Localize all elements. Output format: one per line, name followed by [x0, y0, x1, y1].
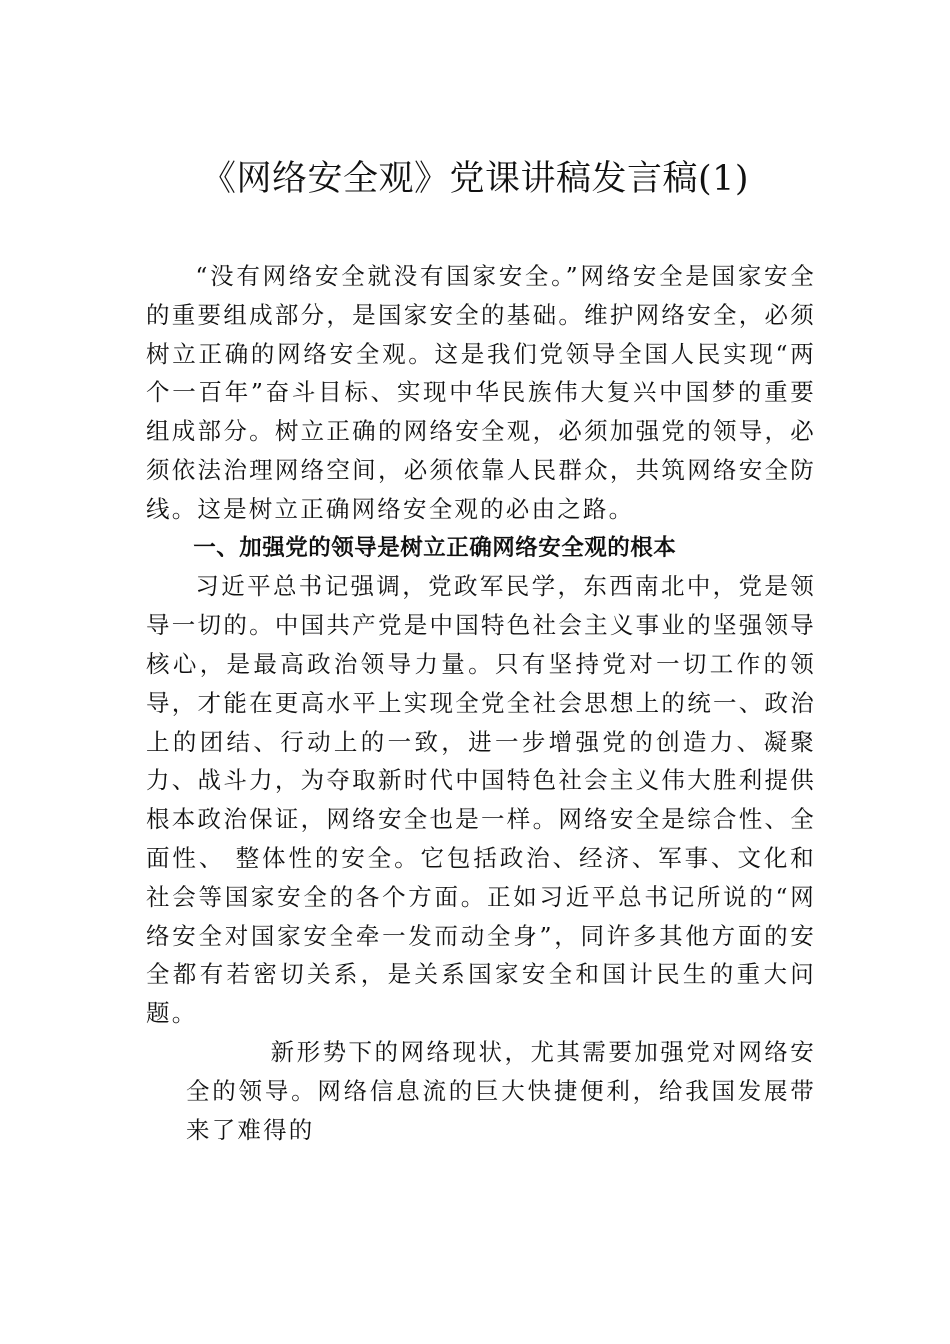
section-1-paragraph: 习近平总书记强调，党政军民学，东西南北中，党是领导一切的。中国共产党是中国特色社会主义事业的坚强领导核心，是最高政治领导力量。只有坚持党对一切工作的领导，才能在更高水平上实现全党全社会思想上的统一、政治上的团结、行动上的一致，进一步增强党的创造力、凝聚力、战斗力，为夺取新时代中国特色社会主义伟大胜利提供根本政治保证，网络安全也是一样。网络安全是综合性、全面性、 整体性的安全。它包括政治、经济、军事、文化和社会等国家安全的各个方面。正如习近平总书记所说的“网络安全对国家安全牵一发而动全身”，同许多其他方面的安全都有若密切关系，是关系国家安全和国计民生的重大问题。 — [146, 572, 816, 1028]
document-title: 《网络安全观》党课讲稿发言稿(1) — [200, 159, 750, 199]
section-1-paragraph-2: 新形势下的网络现状，尤其需要加强党对网络安全的领导。网络信息流的巨大快捷便利，给我国发展带来了难得的 — [186, 1037, 816, 1144]
section-heading-1: 一、加强党的领导是树立正确网络安全观的根本 — [193, 534, 677, 561]
intro-paragraph: “没有网络安全就没有国家安全。”网络安全是国家安全的重要组成部分，是国家安全的基础。维护网络安全，必须树立正确的网络安全观。这是我们党领导全国人民实现“两个一百年”奋斗目标、实现中华民族伟大复兴中国梦的重要组成部分。树立正确的网络安全观，必须加强党的领导，必须依法治理网络空间，必须依靠人民群众，共筑网络安全防线。这是树立正确网络安全观的必由之路。 — [146, 262, 816, 523]
document-body — [146, 257, 816, 1149]
